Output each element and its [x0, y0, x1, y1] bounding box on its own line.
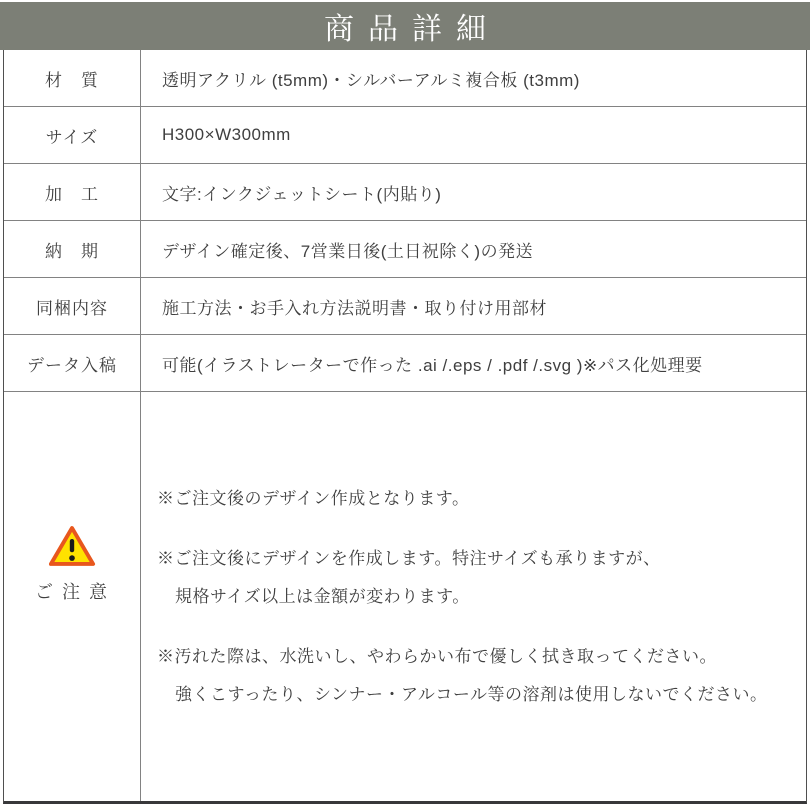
table-row-data-submission [4, 335, 806, 392]
spec-table [3, 50, 807, 804]
note-line: 強くこすったり、シンナー・アルコール等の溶剤は使用しないでください。 [175, 684, 768, 704]
caution-label-cell [4, 392, 141, 801]
note-line: 規格サイズ以上は金額が変わります。 [175, 586, 470, 606]
table-row-material [4, 50, 806, 107]
caution-label: ご 注 意 [34, 581, 109, 602]
table-row-processing [4, 164, 806, 221]
note-line: ※ご注文後のデザイン作成となります。 [157, 488, 470, 508]
caution-note [157, 540, 661, 616]
row-label-delivery: 納 期 [4, 221, 141, 277]
row-label-data-submission: データ入稿 [4, 335, 141, 391]
warning-triangle-icon [47, 524, 97, 568]
row-label-processing: 加 工 [4, 164, 141, 220]
caution-note [157, 638, 768, 714]
note-line: ※ご注文後にデザインを作成します。特注サイズも承りますが、 [157, 548, 661, 568]
row-value-size: H300×W300mm [162, 125, 291, 144]
caution-label-block [35, 524, 109, 604]
row-label-material: 材 質 [4, 50, 141, 106]
row-label-size: サイズ [4, 107, 141, 163]
caution-row [4, 392, 806, 801]
table-row-size [4, 107, 806, 164]
row-label-included-items: 同梱内容 [4, 278, 141, 334]
table-row-included-items [4, 278, 806, 335]
page-title: 商品詳細 [324, 13, 500, 46]
header-bar [0, 2, 810, 50]
row-value-material: 透明アクリル (t5mm)・シルバーアルミ複合板 (t3mm) [162, 70, 580, 90]
caution-notes [141, 392, 806, 801]
table-row-delivery [4, 221, 806, 278]
row-value-delivery: デザイン確定後、7営業日後(土日祝除く)の発送 [162, 241, 534, 261]
row-value-processing: 文字:インクジェットシート(内貼り) [162, 184, 442, 204]
row-value-data-submission: 可能(イラストレーターで作った .ai /.eps / .pdf /.svg )※パス化処理要 [162, 355, 703, 375]
note-line: ※汚れた際は、水洗いし、やわらかい布で優しく拭き取ってください。 [157, 646, 717, 666]
row-value-included-items: 施工方法・お手入れ方法説明書・取り付け用部材 [162, 298, 547, 318]
caution-note [157, 480, 469, 518]
